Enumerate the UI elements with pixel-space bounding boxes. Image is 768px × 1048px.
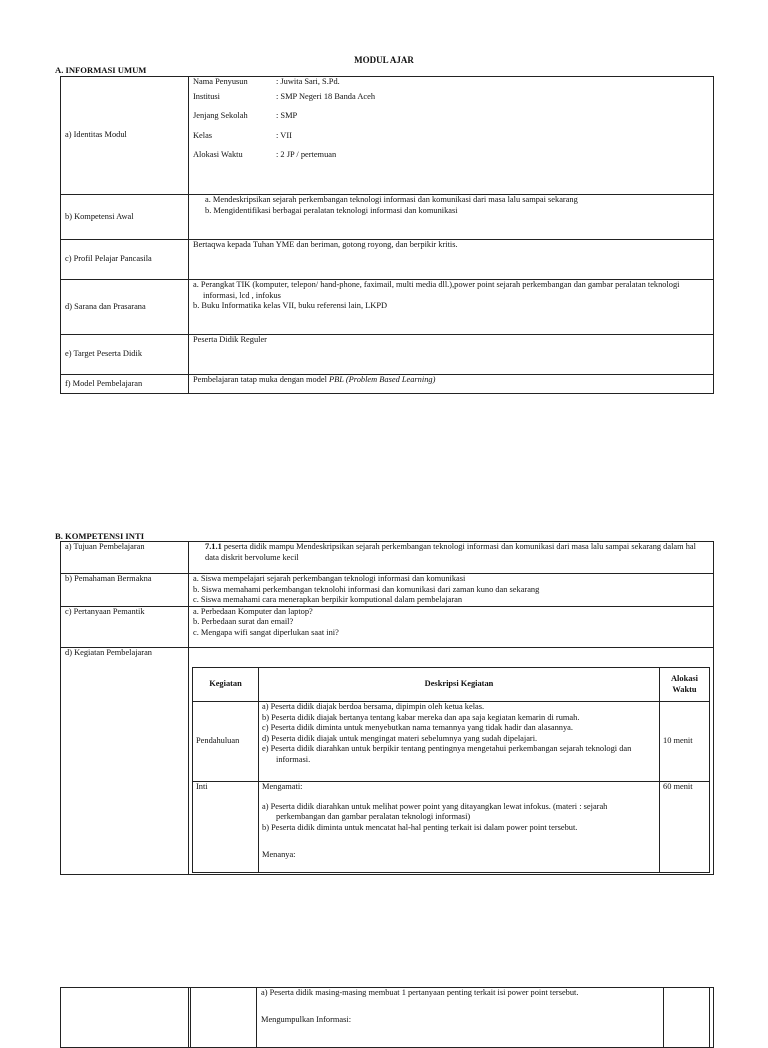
- section-b-heading: B. KOMPETENSI INTI: [55, 531, 145, 541]
- kegiatan-label: d) Kegiatan Pembelajaran: [61, 647, 189, 874]
- list-item: b. Buku Informatika kelas VII, buku referensi lain, LKPD: [193, 301, 388, 310]
- row-identitas: [61, 77, 714, 195]
- profil-text: Bertaqwa kepada Tuhan YME dan beriman, gotong royong, dan berpikir kritis.: [189, 240, 714, 280]
- menanya-label: Menanya:: [262, 850, 296, 859]
- profil-label: c) Profil Pelajar Pancasila: [61, 240, 189, 280]
- list-item: a) Peserta didik masing-masing membuat 1 pertanyaan penting terkait isi power point tersebut.: [261, 988, 579, 997]
- list-item: a. Siswa mempelajari sejarah perkembangan teknologi informasi dan komunikasi: [193, 574, 466, 583]
- tujuan-text: 7.1.1 peserta didik mampu Mendeskripsikan sejarah perkembangan teknologi informasi dan komunikasi dari masa lalu sampai sekarang dalam hal data diskrit bervolume kecil: [189, 542, 714, 574]
- inti-time: 60 menit: [660, 782, 710, 873]
- pertanyaan-items: [189, 606, 714, 647]
- header-deskripsi: Deskripsi Kegiatan: [259, 668, 660, 702]
- kegiatan-header-row: [193, 668, 710, 702]
- list-item: b) Peserta didik diminta untuk mencatat hal-hal penting terkait isi dalam power point tersebut.: [262, 822, 578, 832]
- list-item: b) Peserta didik diajak bertanya tentang kabar mereka dan apa saja kegiatan kemarin di rumah.: [262, 712, 580, 722]
- sarana-items: [189, 280, 714, 335]
- informasi-umum-table: [60, 76, 714, 394]
- sarana-label: d) Sarana dan Prasarana: [61, 280, 189, 335]
- pemahaman-items: [189, 574, 714, 607]
- list-item: a. Perbedaan Komputer dan laptop?: [193, 606, 313, 616]
- row-pertanyaan: [61, 606, 714, 647]
- field-row: Jenjang Sekolah : SMP: [193, 111, 298, 120]
- row-pendahuluan: [193, 702, 710, 782]
- continuation-items: [257, 988, 664, 1048]
- list-item: d) Peserta didik diajak untuk mengingat materi sebelumnya yang sudah dipelajari.: [262, 733, 538, 743]
- row-profil: [61, 240, 714, 280]
- field-row: Institusi : SMP Negeri 18 Banda Aceh: [193, 91, 376, 101]
- list-item: a) Peserta didik diajak berdoa bersama, dipimpin oleh ketua kelas.: [262, 702, 485, 711]
- identitas-label: a) Identitas Modul: [61, 77, 189, 195]
- row-kompetensi: [61, 195, 714, 240]
- list-item: c. Siswa memahami cara menerapkan berpikir komputional dalam pembelajaran: [193, 595, 463, 604]
- inti-name: Inti: [193, 782, 259, 873]
- inti-items: [259, 782, 660, 873]
- header-alokasi: Alokasi Waktu: [660, 668, 710, 702]
- continuation-row: [61, 988, 714, 1048]
- section-a-heading: A. INFORMASI UMUM: [55, 65, 147, 75]
- header-kegiatan: Kegiatan: [193, 668, 259, 702]
- pendahuluan-items: [259, 702, 660, 782]
- row-model: [61, 375, 714, 394]
- document-title: MODUL AJAR: [354, 55, 414, 65]
- mengamati-label: Mengamati:: [262, 782, 303, 791]
- list-item: b. Perbedaan surat dan email?: [193, 617, 294, 626]
- kegiatan-table: [192, 667, 710, 873]
- kompetensi-label: b) Kompetensi Awal: [61, 195, 189, 240]
- identitas-fields: [189, 77, 714, 195]
- model-text: Pembelajaran tatap muka dengan model PBL (Problem Based Learning): [189, 375, 714, 394]
- list-item: a. Perangkat TIK (komputer, telepon/ hand-phone, faximail, multi media dll.),power point sejarah perkembangan dan gambar peralatan teknologi informasi, lcd , infokus: [193, 280, 680, 300]
- row-tujuan: [61, 542, 714, 574]
- list-item: c. Mengapa wifi sangat diperlukan saat ini?: [193, 627, 339, 637]
- kompetensi-items: [189, 195, 714, 240]
- pendahuluan-time: 10 menit: [660, 702, 710, 782]
- field-row: Kelas : VII: [193, 130, 292, 140]
- list-item: a. Mendeskripsikan sejarah perkembangan teknologi informasi dan komunikasi dari masa lalu sampai sekarang: [205, 195, 578, 204]
- list-item: b. Siswa memahami perkembangan teknolohi informasi dan komunikasi dari zaman kuno dan sekarang: [193, 584, 540, 594]
- row-sarana: [61, 280, 714, 335]
- field-row: Nama Penyusun : Juwita Sari, S.Pd.: [193, 77, 340, 86]
- mengumpulkan-label: Mengumpulkan Informasi:: [261, 1014, 352, 1024]
- model-label: f) Model Pembelajaran: [61, 375, 189, 394]
- target-text: Peserta Didik Reguler: [189, 335, 714, 375]
- pendahuluan-name: Pendahuluan: [193, 702, 259, 782]
- row-inti: [193, 782, 710, 873]
- list-item: e) Peserta didik diarahkan untuk berpikir tentang pentingnya mengetahui perkembangan sejarah teknologi dan informasi.: [262, 744, 632, 764]
- row-target: [61, 335, 714, 375]
- list-item: b. Mengidentifikasi berbagai peralatan teknologi informasi dan komunikasi: [205, 205, 458, 215]
- target-label: e) Target Peserta Didik: [61, 335, 189, 375]
- pemahaman-label: b) Pemahaman Bermakna: [61, 574, 189, 607]
- row-pemahaman: [61, 574, 714, 607]
- pertanyaan-label: c) Pertanyaan Pemantik: [61, 606, 189, 647]
- field-row: Alokasi Waktu : 2 JP / pertemuan: [193, 150, 337, 159]
- tujuan-label: a) Tujuan Pembelajaran: [61, 542, 189, 574]
- list-item: a) Peserta didik diarahkan untuk melihat power point yang ditayangkan lewat infokus. (materi : sejarah perkembangan dan gambar peralatan teknologi informasi): [262, 801, 608, 821]
- list-item: c) Peserta didik diminta untuk menyebutkan nama temannya yang tidak hadir dan alasannya.: [262, 723, 573, 732]
- continuation-table: [60, 987, 714, 1048]
